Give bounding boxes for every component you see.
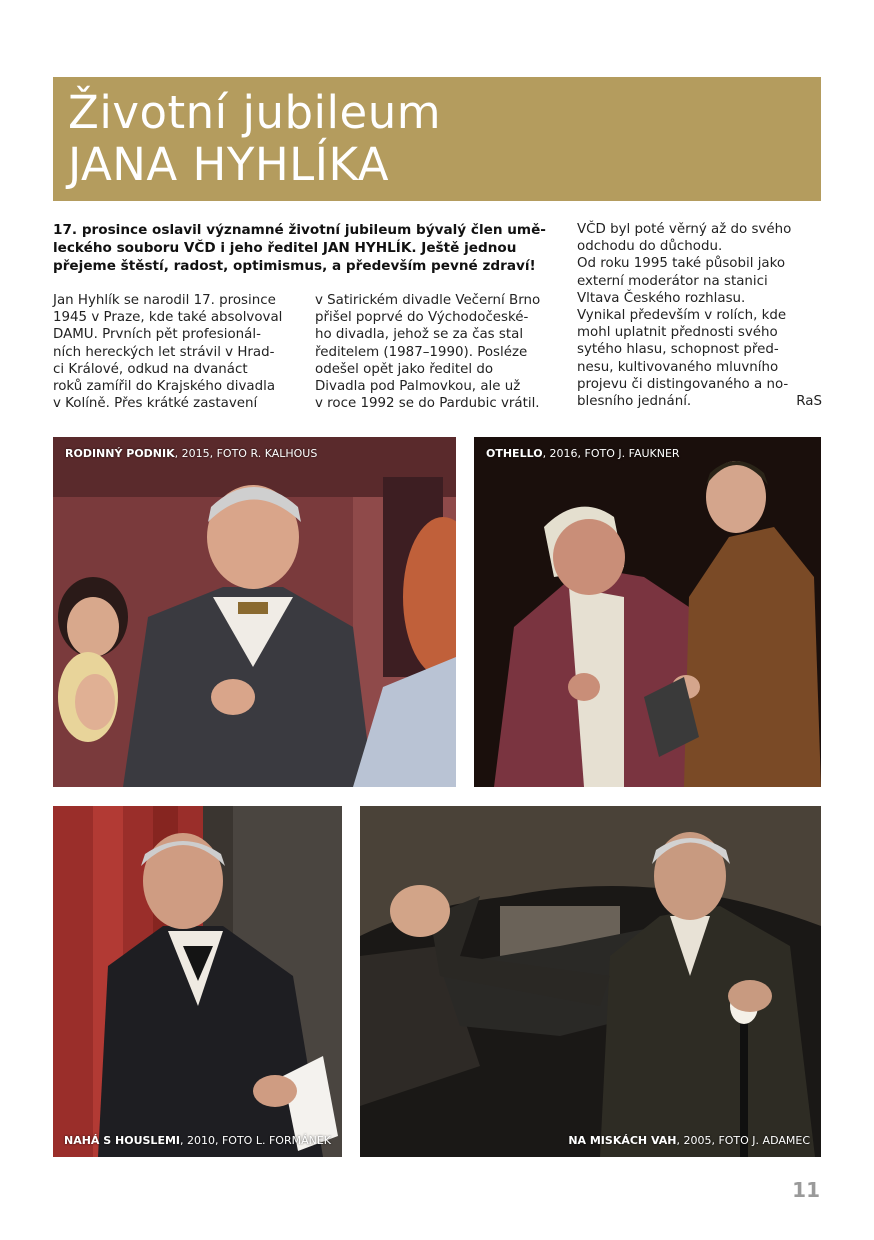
text-line: Od roku 1995 také působil jako (577, 256, 786, 272)
caption-credit: , 2016, FOTO J. FAUKNER (542, 447, 680, 460)
page-number: 11 (792, 1178, 820, 1202)
photo-illustration (53, 806, 342, 1157)
text-line: projevu či distingovaného a no- (577, 376, 789, 392)
text-line: Jan Hyhlík se narodil 17. prosince (53, 293, 276, 308)
text-line: odešel opět jako ředitel do (315, 361, 494, 377)
page-title-line1: Životní jubileum (68, 86, 442, 139)
text-line: 1945 v Praze, kde také absolvoval (53, 310, 283, 326)
photo-othello (474, 437, 821, 787)
author-signature: RaS (796, 394, 822, 410)
lead-line: přejeme štěstí, radost, optimismus, a především pevné zdraví! (53, 258, 536, 274)
text-line: přišel poprvé do Východočeské- (315, 310, 529, 326)
photo-caption (568, 1134, 810, 1147)
text-line-last (577, 393, 822, 410)
text-line: nesu, kultivovaného mluvního (577, 359, 779, 375)
lead-paragraph (53, 221, 546, 275)
caption-title: NA MISKÁCH VAH (568, 1134, 677, 1147)
text-line: roků zamířil do Krajského divadla (53, 379, 276, 395)
lead-line: 17. prosince oslavil významné životní jubileum bývalý člen umě- (53, 222, 546, 238)
title-banner (53, 77, 821, 201)
caption-title: NAHÁ S HOUSLEMI (64, 1134, 180, 1147)
caption-title: OTHELLO (486, 447, 543, 460)
text-line: externí moderátor na stanici (577, 273, 768, 289)
photo-caption (64, 1134, 331, 1147)
article-column-1 (53, 292, 303, 412)
text-line-end: blesního jednání. (577, 394, 692, 410)
text-line: DAMU. Prvních pět profesionál- (53, 327, 261, 343)
text-line: v Satirickém divadle Večerní Brno (315, 293, 541, 308)
text-line: ho divadla, jehož se za čas stal (315, 327, 524, 343)
article-column-2 (315, 292, 565, 412)
text-line: odchodu do důchodu. (577, 239, 723, 255)
text-line: ci Králové, odkud na dvanáct (53, 361, 248, 377)
photo-na-miskach-vah (360, 806, 821, 1157)
caption-credit: , 2005, FOTO J. ADAMEC (676, 1134, 810, 1147)
text-line: v Kolíně. Přes krátké zastavení (53, 396, 258, 412)
photo-rodinny-podnik (53, 437, 456, 787)
photo-caption (486, 447, 680, 460)
photo-illustration (474, 437, 821, 787)
article-column-3 (577, 221, 822, 410)
caption-title: RODINNÝ PODNIK (65, 447, 175, 460)
caption-credit: , 2015, FOTO R. KALHOUS (174, 447, 318, 460)
caption-credit: , 2010, FOTO L. FORMÁNEK (180, 1134, 331, 1147)
text-line: ních hereckých let strávil v Hrad- (53, 344, 275, 360)
page-title-line2: JANA HYHLÍKA (68, 138, 390, 191)
photo-naha-s-houslemi (53, 806, 342, 1157)
photo-illustration (360, 806, 821, 1157)
text-line: v roce 1992 se do Pardubic vrátil. (315, 396, 540, 412)
lead-line: leckého souboru VČD i jeho ředitel JAN HYHLÍK. Ještě jednou (53, 240, 517, 256)
text-line: ředitelem (1987–1990). Posléze (315, 344, 528, 360)
photo-caption (65, 447, 317, 460)
text-line: Vltava Českého rozhlasu. (577, 290, 746, 306)
text-line: Divadla pod Palmovkou, ale už (315, 379, 521, 395)
text-line: Vynikal především v rolích, kde (577, 308, 787, 324)
text-line: VČD byl poté věrný až do svého (577, 222, 792, 237)
text-line: sytého hlasu, schopnost před- (577, 342, 779, 358)
text-line: mohl uplatnit přednosti svého (577, 325, 778, 341)
photo-illustration (53, 437, 456, 787)
